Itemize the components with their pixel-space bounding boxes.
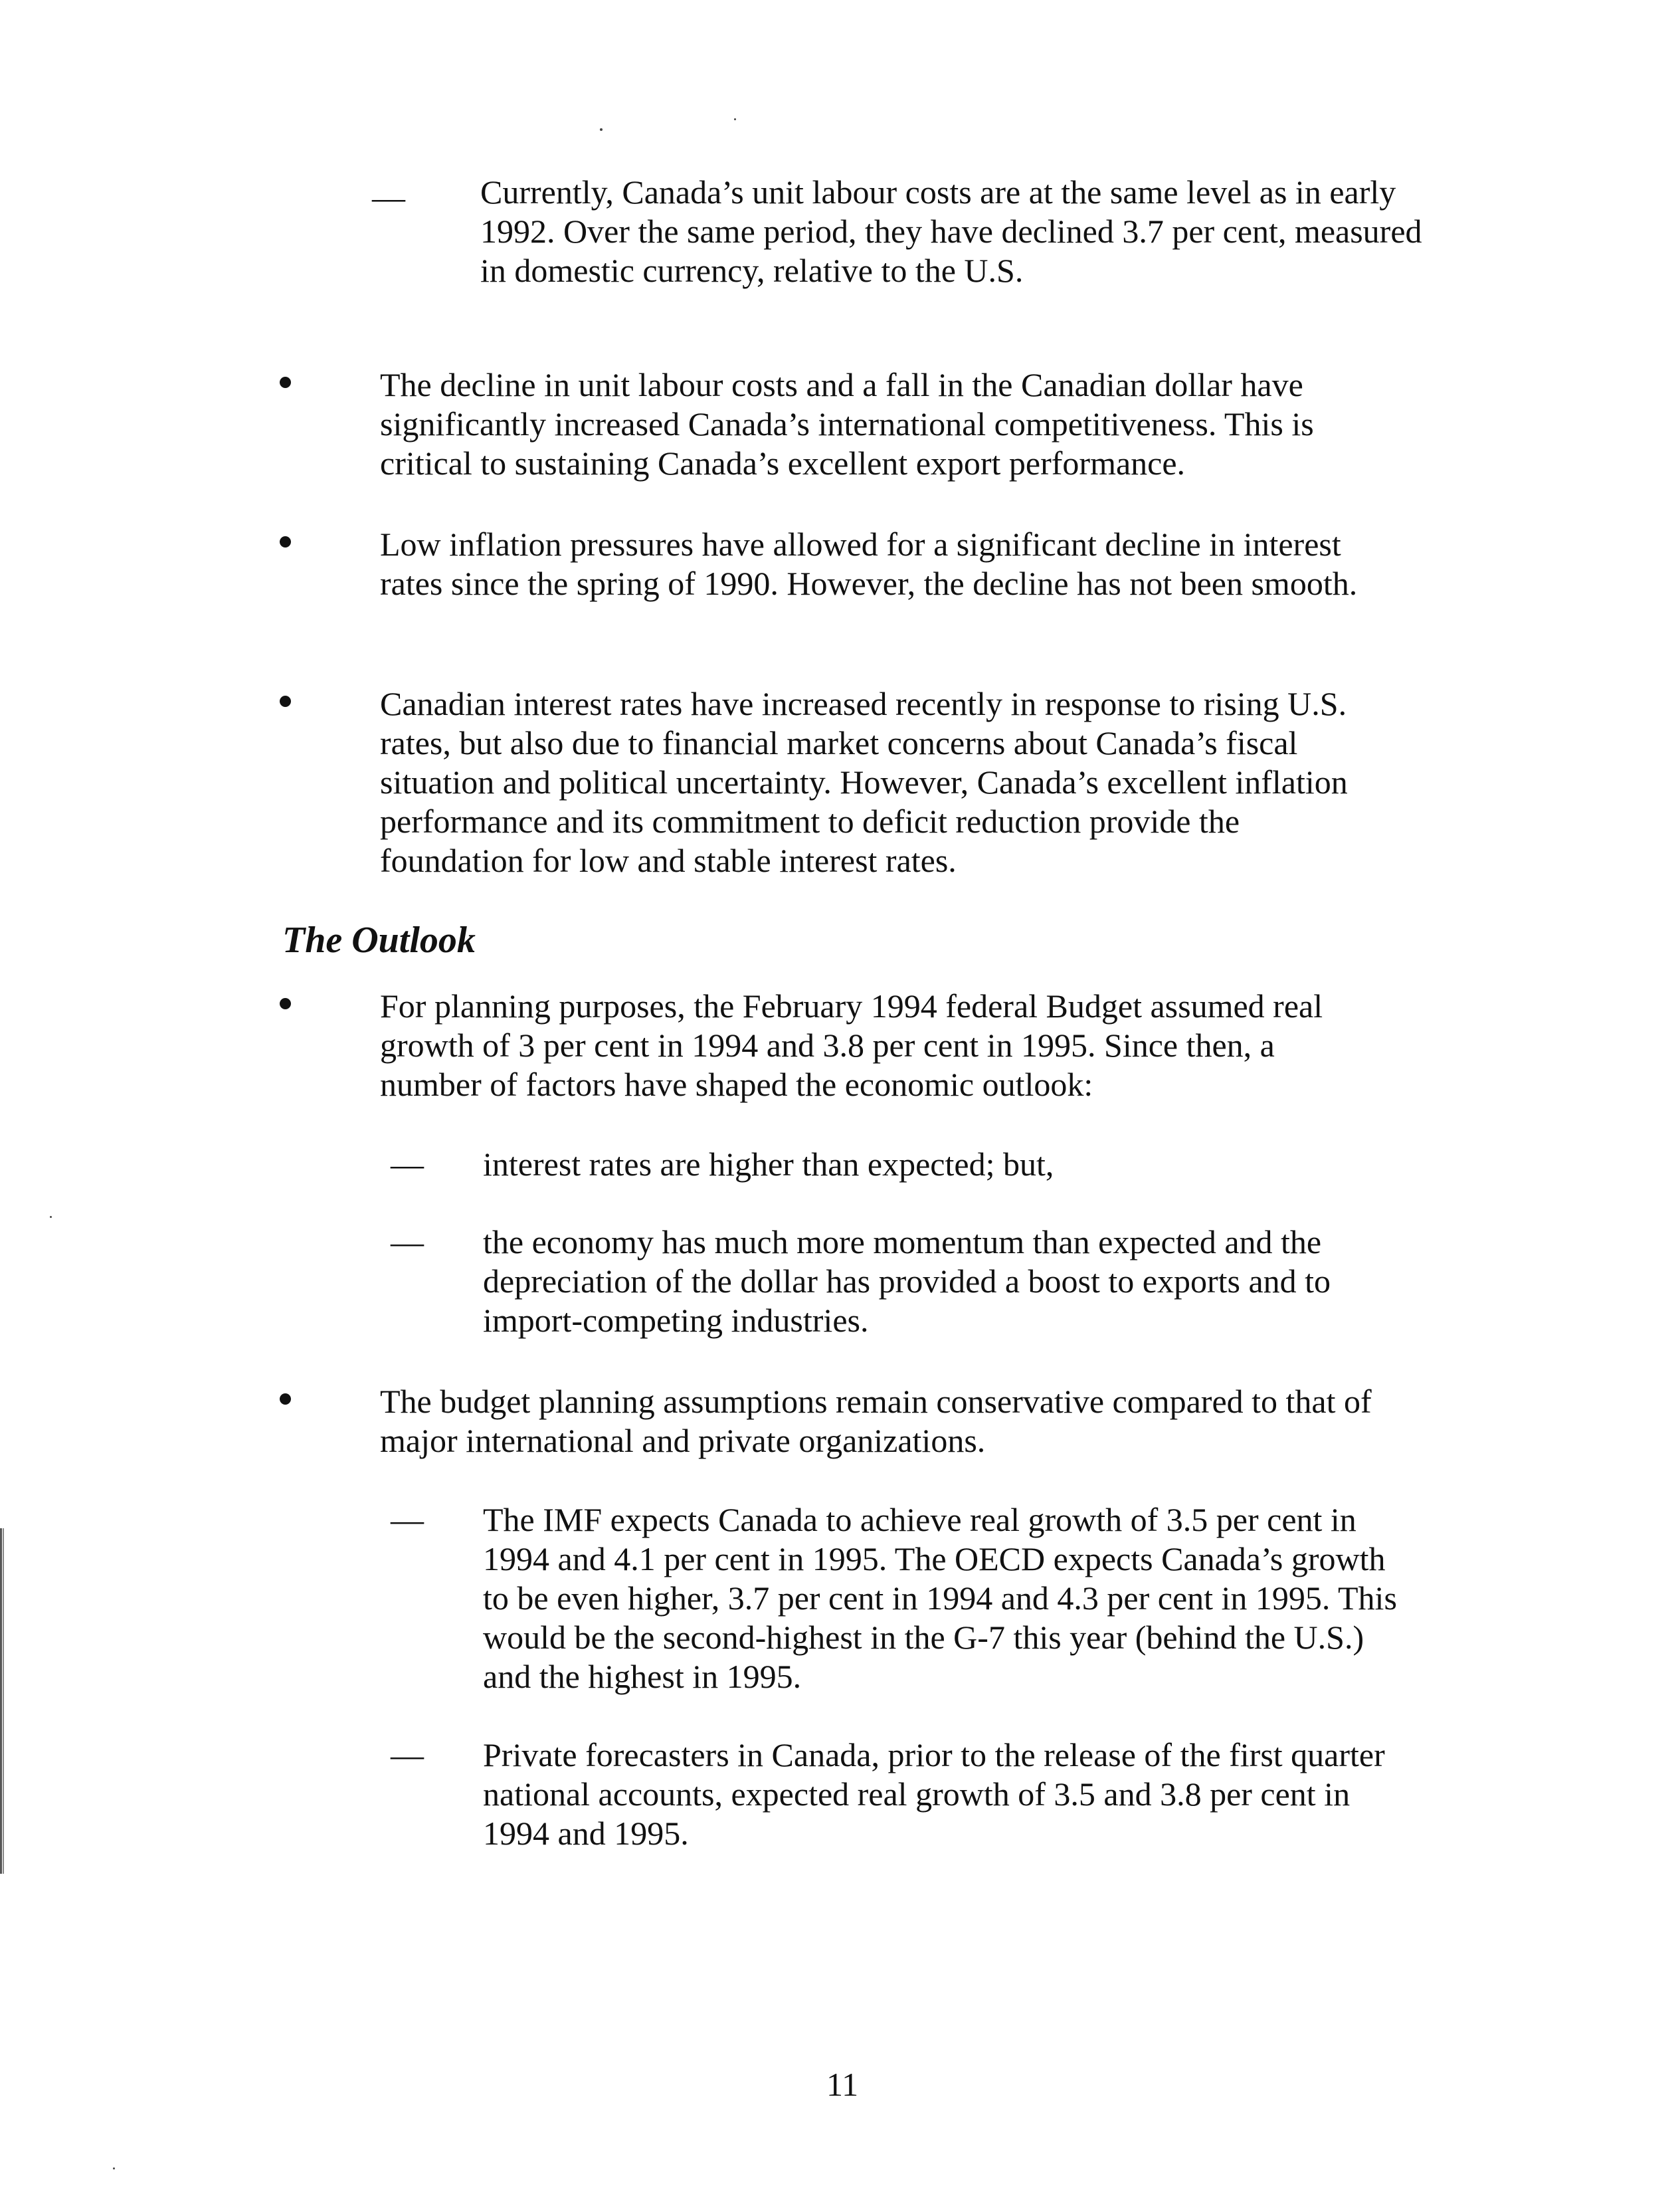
scan-speck [113, 2167, 115, 2169]
bullet-marker [280, 377, 291, 388]
sub-point-text: The IMF expects Canada to achieve real growth of 3.5 per cent in 1994 and 4.1 per cent in 1995. The OECD expects Canada’s growth to be even higher, 3.7 per cent in 1994 and 4.3 per cent in 1995. This would be the second-highest in the G-7 this year (behind the U.S.) and the highest in 1995. [483, 1501, 1397, 1695]
page-number: 11 [826, 2066, 859, 2103]
dash-marker: — [391, 1501, 424, 1538]
dash-marker: — [391, 1146, 424, 1183]
bullet-marker [280, 1393, 291, 1405]
bullet-marker [280, 696, 291, 707]
scan-edge-mark [0, 1528, 4, 1874]
dash-marker: — [391, 1223, 424, 1260]
bullet-text: Canadian interest rates have increased recently in response to rising U.S. rates, but also due to financial market concerns about Canada’s fiscal situation and political uncertainty. However, Canada’s excellent inflation performance and its commitment to deficit reduction provide the foundation for low and stable interest rates. [380, 685, 1348, 879]
sub-point-text: Private forecasters in Canada, prior to the release of the first quarter national accounts, expected real growth of 3.5 and 3.8 per cent in 1994 and 1995. [483, 1736, 1385, 1852]
scan-speck [600, 128, 603, 131]
sub-point-text: Currently, Canada’s unit labour costs are at the same level as in early 1992. Over the same period, they have declined 3.7 per cent, measured in domestic currency, relative to the U.S. [480, 173, 1422, 289]
dash-marker: — [372, 179, 405, 216]
section-heading: The Outlook [282, 920, 476, 961]
dash-marker: — [391, 1736, 424, 1773]
bullet-marker [280, 536, 291, 548]
bullet-text: Low inflation pressures have allowed for a significant decline in interest rates since the spring of 1990. However, the decline has not been smooth. [380, 526, 1358, 602]
sub-point-text: interest rates are higher than expected; but, [483, 1146, 1054, 1183]
scan-speck [50, 1216, 52, 1218]
sub-point-text: the economy has much more momentum than expected and the depreciation of the dollar has provided a boost to exports and to import-competing industries. [483, 1223, 1331, 1339]
bullet-marker [280, 998, 291, 1009]
bullet-text: The budget planning assumptions remain conservative compared to that of major international and private organizations. [380, 1383, 1372, 1459]
bullet-text: For planning purposes, the February 1994 federal Budget assumed real growth of 3 per cent in 1994 and 3.8 per cent in 1995. Since then, a number of factors have shaped the economic outlook: [380, 987, 1323, 1103]
bullet-text: The decline in unit labour costs and a fall in the Canadian dollar have significantly increased Canada’s international competitiveness. This is critical to sustaining Canada’s excellent export performance. [380, 366, 1314, 482]
scan-speck [734, 118, 736, 120]
